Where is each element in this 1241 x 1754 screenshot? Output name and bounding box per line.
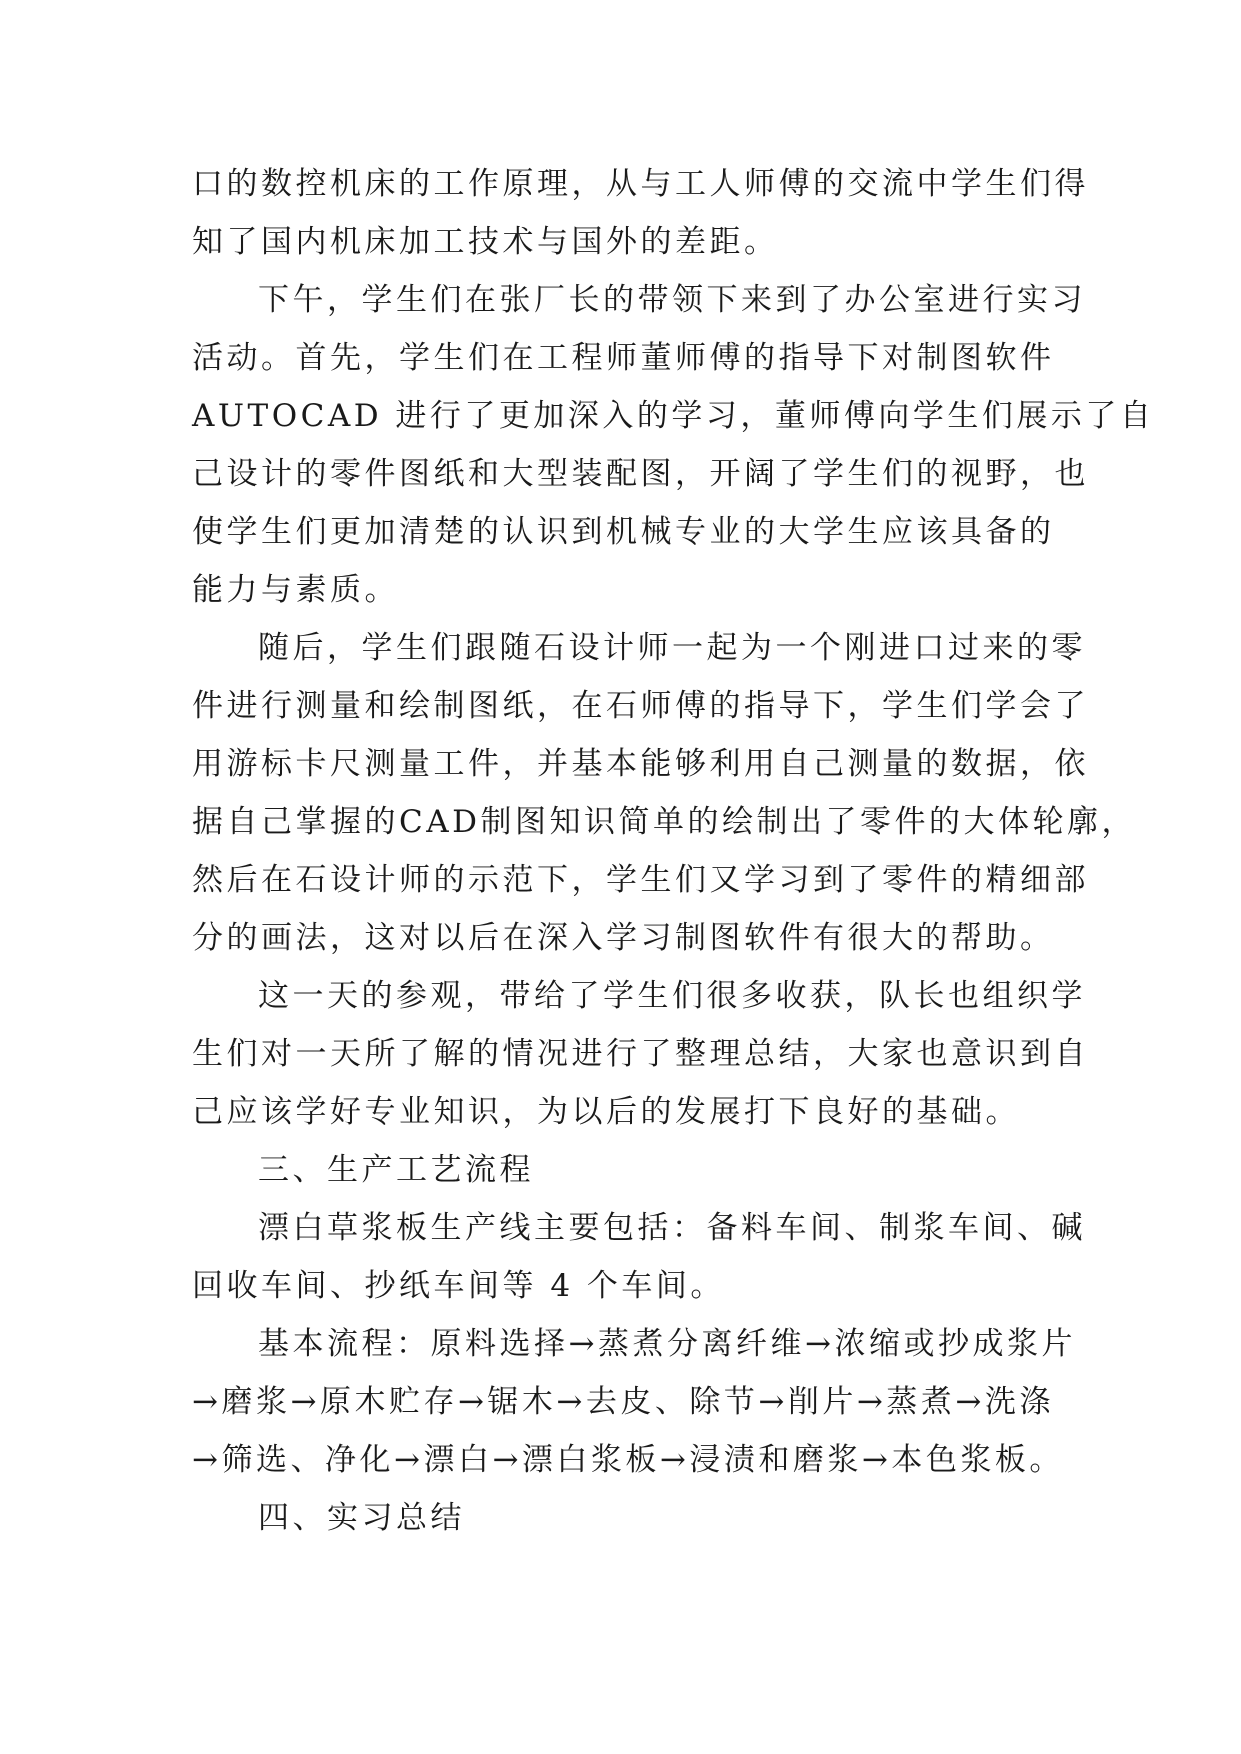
text-line: 回收车间、抄纸车间等 4 个车间。	[192, 1268, 725, 1304]
text-line: 使学生们更加清楚的认识到机械专业的大学生应该具备的	[192, 514, 1055, 550]
text-line: AUTOCAD 进行了更加深入的学习，董师傅向学生们展示了自	[192, 398, 1155, 434]
text-line: 己设计的零件图纸和大型装配图，开阔了学生们的视野，也	[192, 456, 1089, 492]
text-line: 四、实习总结	[258, 1500, 465, 1536]
text-line: 活动。首先，学生们在工程师董师傅的指导下对制图软件	[192, 340, 1055, 376]
text-line: 这一天的参观，带给了学生们很多收获，队长也组织学	[258, 978, 1086, 1014]
text-line: →筛选、净化→漂白→漂白浆板→浸渍和磨浆→本色浆板。	[192, 1442, 1064, 1478]
text-line: 用游标卡尺测量工件，并基本能够利用自己测量的数据，依	[192, 746, 1089, 782]
text-line: 能力与素质。	[192, 572, 399, 608]
text-line: 己应该学好专业知识，为以后的发展打下良好的基础。	[192, 1094, 1020, 1130]
text-line: 口的数控机床的工作原理，从与工人师傅的交流中学生们得	[192, 166, 1089, 202]
text-line: 据自己掌握的CAD制图知识简单的绘制出了零件的大体轮廓，	[192, 804, 1136, 840]
text-line: 漂白草浆板生产线主要包括：备料车间、制浆车间、碱	[258, 1210, 1086, 1246]
text-line: 下午，学生们在张厂长的带领下来到了办公室进行实习	[258, 282, 1086, 318]
document-body	[192, 155, 1155, 1547]
text-line: →磨浆→原木贮存→锯木→去皮、除节→削片→蒸煮→洗涤	[192, 1384, 1054, 1420]
text-line: 随后，学生们跟随石设计师一起为一个刚进口过来的零	[258, 630, 1086, 666]
text-line: 然后在石设计师的示范下，学生们又学习到了零件的精细部	[192, 862, 1089, 898]
text-line: 分的画法，这对以后在深入学习制图软件有很大的帮助。	[192, 920, 1055, 956]
text-line: 生们对一天所了解的情况进行了整理总结，大家也意识到自	[192, 1036, 1089, 1072]
text-line: 基本流程：原料选择→蒸煮分离纤维→浓缩或抄成浆片	[258, 1326, 1076, 1362]
text-line: 知了国内机床加工技术与国外的差距。	[192, 224, 779, 260]
text-line: 件进行测量和绘制图纸，在石师傅的指导下，学生们学会了	[192, 688, 1089, 724]
text-line: 三、生产工艺流程	[258, 1152, 534, 1188]
